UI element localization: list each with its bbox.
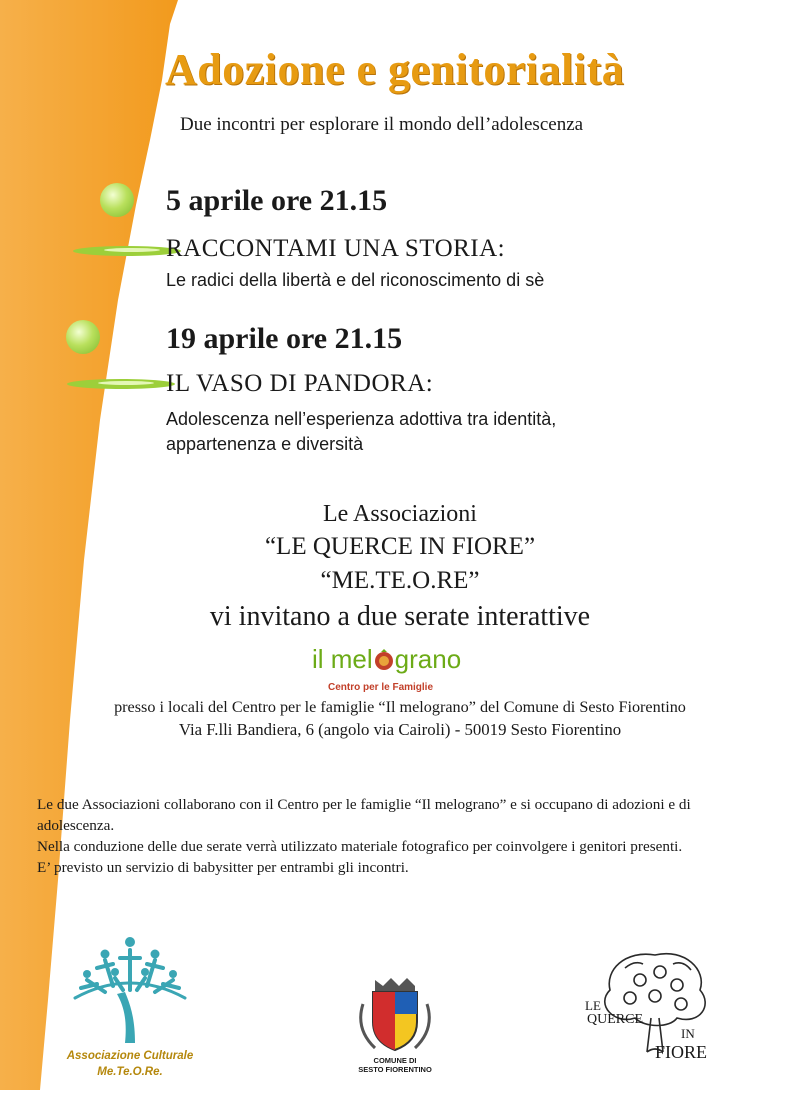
event-description xyxy=(166,268,726,293)
event-title: IL VASO DI PANDORA: xyxy=(166,370,434,397)
green-swoosh-icon xyxy=(66,377,176,391)
logo-word: IN xyxy=(681,1026,695,1041)
info-text xyxy=(37,794,757,878)
association-name: “ME.TE.O.RE” xyxy=(320,567,480,594)
event-description-line: Adolescenza nell’esperienza adottiva tra identità, xyxy=(166,409,557,429)
logo-label: SESTO FIORENTINO xyxy=(358,1065,432,1074)
event-description-line: appartenenza e diversità xyxy=(166,434,364,454)
page-subtitle: Due incontri per esplorare il mondo dell’adolescenza xyxy=(180,114,584,135)
event-description-line: Le radici della libertà e del riconoscimento di sè xyxy=(166,270,545,290)
address-line: Via F.lli Bandiera, 6 (angolo via Cairoli) - 50019 Sesto Fiorentino xyxy=(178,720,622,739)
event-date: 5 aprile ore 21.15 xyxy=(166,184,388,217)
event-description xyxy=(166,407,726,457)
querce-in-fiore-logo xyxy=(585,930,725,1070)
logo-label: Me.Te.O.Re. xyxy=(97,1066,163,1078)
logo-word: FIORE xyxy=(655,1042,708,1062)
logo-tagline: Centro per le Famiglie xyxy=(328,682,434,693)
coat-of-arms-icon xyxy=(345,974,445,1054)
venue-line: presso i locali del Centro per le famiglie “Il melograno” del Comune di Sesto Fiorentino xyxy=(114,698,686,716)
logo-word: grano xyxy=(394,644,462,674)
logo-word: LE xyxy=(585,998,601,1013)
green-bullet-icon xyxy=(66,320,100,354)
logo-label: COMUNE DI xyxy=(373,1056,417,1065)
invitation-line: Le Associazioni xyxy=(323,501,477,527)
pomegranate-icon xyxy=(373,649,395,671)
info-paragraph: E’ previsto un servizio di babysitter per entrambi gli incontri. xyxy=(37,859,409,876)
logo-word: QUERCE xyxy=(587,1012,643,1027)
logo-label: Associazione Culturale xyxy=(66,1050,194,1062)
association-name: “LE QUERCE IN FIORE” xyxy=(264,533,536,560)
melograno-logo xyxy=(312,644,472,694)
green-bullet-icon xyxy=(100,183,134,217)
info-paragraph: Nella conduzione delle due serate verrà utilizzato materiale fotografico per coinvolgere i genitori presenti. xyxy=(37,838,683,855)
event-date: 19 aprile ore 21.15 xyxy=(166,322,403,355)
invitation-line: vi invitano a due serate interattive xyxy=(209,601,591,632)
logo-word: il mel xyxy=(312,644,373,674)
comune-logo xyxy=(345,974,445,1084)
event-title: RACCONTAMI UNA STORIA: xyxy=(166,235,506,262)
meteore-logo xyxy=(55,928,205,1088)
tree-of-people-icon xyxy=(55,928,205,1046)
info-paragraph: Le due Associazioni collaborano con il Centro per le famiglie “Il melograno” e si occupano di adozioni e di adolescenza. xyxy=(37,796,691,834)
page-title: Adozione e genitorialità xyxy=(165,45,625,94)
